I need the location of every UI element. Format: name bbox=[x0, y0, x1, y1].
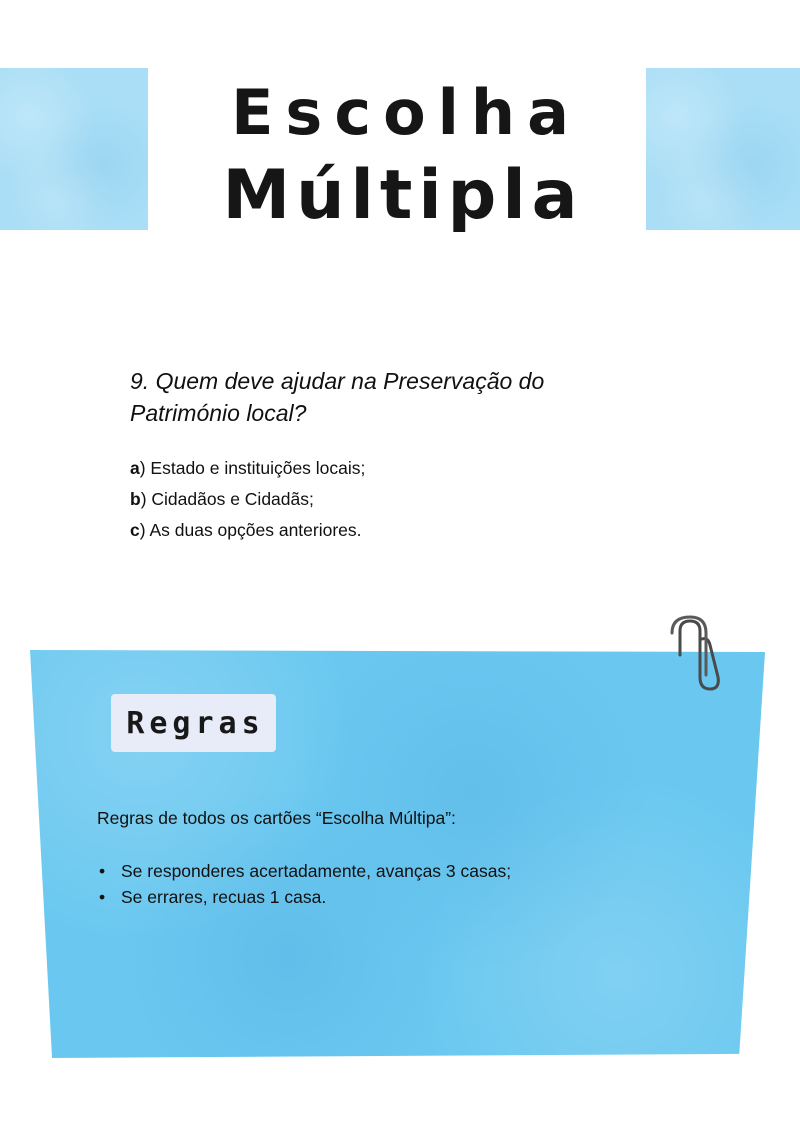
option-c bbox=[130, 515, 650, 546]
answer-options bbox=[130, 453, 650, 546]
option-text: ) As duas opções anteriores. bbox=[139, 520, 362, 540]
bullet: • bbox=[99, 861, 106, 881]
option-letter: c bbox=[130, 520, 140, 540]
option-text: ) Estado e instituições locais; bbox=[139, 458, 366, 478]
rules-label: Regras bbox=[111, 694, 276, 752]
rule-text: Se responderes acertadamente, avanças 3 casas; bbox=[121, 861, 512, 881]
option-b bbox=[130, 484, 650, 515]
rules-list bbox=[97, 858, 717, 910]
option-letter: b bbox=[130, 489, 141, 509]
rules-intro: Regras de todos os cartões “Escolha Múltipa”: bbox=[97, 808, 456, 828]
rule-text: Se errares, recuas 1 casa. bbox=[121, 887, 327, 907]
page-title bbox=[180, 76, 620, 235]
tape-left bbox=[0, 68, 148, 230]
question-text: 9. Quem deve ajudar na Preservação do Património local? bbox=[130, 368, 545, 426]
title-line-2: Múltipla bbox=[222, 156, 584, 235]
option-text: ) Cidadãos e Cidadãs; bbox=[140, 489, 314, 509]
option-letter: a bbox=[130, 458, 140, 478]
option-a bbox=[130, 453, 650, 484]
title-line-1: Escolha bbox=[231, 76, 581, 149]
paperclip-icon bbox=[664, 615, 722, 707]
bullet: • bbox=[99, 887, 106, 907]
list-item bbox=[97, 884, 717, 910]
tape-right bbox=[646, 68, 800, 230]
list-item bbox=[97, 858, 717, 884]
